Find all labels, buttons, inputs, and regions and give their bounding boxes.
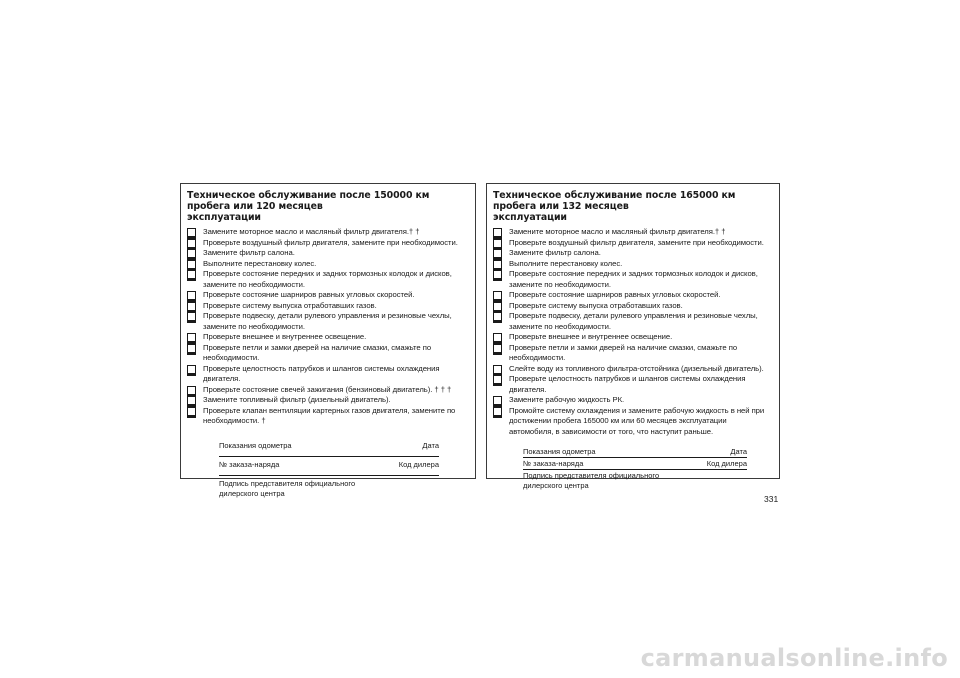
maintenance-panel-165000 [486, 183, 780, 490]
checklist-item[interactable] [493, 238, 771, 249]
checkbox[interactable] [187, 291, 196, 300]
signature-field[interactable] [219, 479, 439, 499]
checklist-item-text: Проверьте воздушный фильтр двигателя, замените при необходимости. [509, 237, 764, 247]
checklist-item[interactable] [493, 343, 771, 364]
checkbox[interactable] [493, 333, 502, 342]
signature-label-line-2: дилерского центра [523, 481, 589, 490]
checkbox[interactable] [493, 239, 502, 248]
checklist-item-text: Замените топливный фильтр (дизельный двигатель). [203, 395, 391, 404]
signature-field[interactable] [523, 471, 747, 491]
checklist-item[interactable] [493, 364, 771, 375]
panel-title [493, 190, 771, 223]
title-line-2: эксплуатации [493, 212, 567, 223]
checkbox[interactable] [493, 249, 502, 258]
checklist-item[interactable] [493, 269, 771, 290]
checklist-item[interactable] [493, 395, 771, 406]
checklist-item[interactable] [493, 290, 771, 301]
checklist-item[interactable] [187, 311, 467, 332]
checklist-item-text: Проверьте петли и замки дверей на наличие смазки, смажьте по необходимости. [509, 342, 738, 362]
checkbox[interactable] [187, 344, 196, 353]
checkbox[interactable] [493, 344, 502, 353]
checklist-item-text: Проверьте воздушный фильтр двигателя, замените при необходимости. [203, 237, 458, 247]
checkbox[interactable] [187, 228, 196, 237]
odometer-date-row[interactable] [219, 441, 439, 457]
checkbox[interactable] [187, 333, 196, 342]
checklist-item[interactable] [493, 332, 771, 343]
checklist-item[interactable] [493, 259, 771, 270]
checklist-item[interactable] [187, 364, 467, 385]
order-number-label: № заказа-наряда [523, 459, 584, 468]
signature-label-line-1: Подпись представителя официального [219, 478, 356, 488]
checklist-item-text: Выполните перестановку колес. [203, 258, 317, 268]
title-line-2: эксплуатации [187, 212, 261, 223]
checklist-item-text: Проверьте целостность патрубков и шлангов системы охлаждения двигателя. [203, 363, 440, 383]
checkbox[interactable] [493, 291, 502, 300]
page-number: 331 [764, 494, 779, 504]
date-label: Дата [730, 447, 747, 456]
checkbox[interactable] [187, 407, 196, 416]
order-dealer-row[interactable] [219, 460, 439, 476]
checkbox[interactable] [187, 260, 196, 269]
date-label: Дата [422, 440, 439, 450]
checklist-item-text: Проверьте систему выпуска отработавших газов. [203, 300, 377, 310]
dealer-code-label: Код дилера [398, 459, 439, 469]
checkbox[interactable] [187, 302, 196, 311]
checkbox[interactable] [187, 249, 196, 258]
checkbox[interactable] [187, 365, 196, 374]
checklist-item[interactable] [493, 406, 771, 438]
signature-block [523, 447, 747, 491]
checklist-item-text: Замените фильтр салона. [509, 248, 601, 257]
panel-title [187, 190, 467, 223]
checklist [493, 227, 771, 437]
dealer-code-label: Код дилера [706, 459, 747, 468]
checklist-item[interactable] [187, 332, 467, 343]
checklist-item[interactable] [493, 374, 771, 395]
checkbox[interactable] [187, 239, 196, 248]
watermark: carmanualsonline.info [640, 644, 948, 672]
checklist-item-text: Проверьте состояние шарниров равных угловых скоростей. [203, 290, 415, 299]
checkbox[interactable] [493, 375, 502, 384]
checklist-item-text: Проверьте целостность патрубков и шлангов системы охлаждения двигателя. [509, 374, 746, 394]
checkbox[interactable] [187, 270, 196, 279]
order-dealer-row[interactable] [523, 459, 747, 470]
signature-label-line-1: Подпись представителя официального [523, 471, 660, 480]
checklist-item[interactable] [187, 406, 467, 427]
checklist-item-text: Проверьте состояние шарниров равных угловых скоростей. [509, 290, 721, 299]
checklist-item-text: Замените фильтр салона. [203, 248, 295, 257]
checklist-item[interactable] [187, 395, 467, 406]
checklist-item-text: Проверьте петли и замки дверей на наличие смазки, смажьте по необходимости. [203, 342, 432, 362]
checklist-item[interactable] [187, 238, 467, 249]
checklist-item-text: Проверьте внешнее и внутреннее освещение. [203, 332, 367, 341]
checklist-item[interactable] [493, 248, 771, 259]
checklist-item-text: Проверьте внешнее и внутреннее освещение. [509, 332, 673, 341]
checklist-item[interactable] [187, 259, 467, 270]
odometer-label: Показания одометра [219, 440, 292, 450]
signature-block [219, 441, 439, 499]
checklist [187, 227, 467, 427]
checklist-item-text: Слейте воду из топливного фильтра-отстойника (дизельный двигатель). [509, 363, 764, 373]
checklist-item-text: Проверьте состояние свечей зажигания (бензиновый двигатель). † † † [203, 384, 452, 394]
checklist-item[interactable] [187, 385, 467, 396]
checkbox[interactable] [493, 270, 502, 279]
checkbox[interactable] [187, 312, 196, 321]
checkbox[interactable] [187, 386, 196, 395]
checklist-item[interactable] [187, 227, 467, 238]
checklist-item-text: Проверьте систему выпуска отработавших газов. [509, 300, 683, 310]
checklist-item[interactable] [187, 290, 467, 301]
odometer-label: Показания одометра [523, 447, 596, 456]
checklist-item[interactable] [187, 343, 467, 364]
checklist-item[interactable] [187, 269, 467, 290]
checklist-item[interactable] [187, 301, 467, 312]
checkbox[interactable] [493, 302, 502, 311]
checkbox[interactable] [493, 407, 502, 416]
title-line-1: Техническое обслуживание после 150000 км пробега или 120 месяцев [187, 190, 430, 212]
checklist-item-text: Замените моторное масло и масляный фильтр двигателя.† † [203, 227, 420, 236]
odometer-date-row[interactable] [523, 447, 747, 458]
order-number-label: № заказа-наряда [219, 459, 280, 469]
checklist-item[interactable] [493, 227, 771, 238]
maintenance-panel-150000 [180, 183, 476, 498]
checkbox[interactable] [493, 228, 502, 237]
checklist-item-text: Проверьте состояние передних и задних тормозных колодок и дисков, замените по необходимости. [203, 269, 452, 289]
checklist-item-text: Проверьте состояние передних и задних тормозных колодок и дисков, замените по необходимости. [509, 269, 758, 289]
checklist-item-text: Проверьте подвеску, детали рулевого управления и резиновые чехлы, замените по необходимости. [509, 311, 758, 331]
checklist-item-text: Замените рабочую жидкость РК. [509, 395, 625, 404]
checkbox[interactable] [187, 396, 196, 405]
checklist-item-text: Выполните перестановку колес. [509, 258, 623, 268]
checklist-item[interactable] [493, 301, 771, 312]
checkbox[interactable] [493, 396, 502, 405]
checkbox[interactable] [493, 312, 502, 321]
checklist-item-text: Проверьте подвеску, детали рулевого управления и резиновые чехлы, замените по необходимости. [203, 311, 452, 331]
title-line-1: Техническое обслуживание после 165000 км пробега или 132 месяцев [493, 190, 736, 212]
checklist-item[interactable] [493, 311, 771, 332]
checklist-item[interactable] [187, 248, 467, 259]
signature-label-line-2: дилерского центра [219, 488, 285, 498]
checklist-item-text: Промойте систему охлаждения и замените рабочую жидкость в ней при достижении пробега 165000 км или 60 месяцев эксплуатации автомобиля, в зависимости от того, что наступит раньше. [509, 405, 765, 436]
checklist-item-text: Замените моторное масло и масляный фильтр двигателя.† † [509, 227, 726, 236]
checkbox[interactable] [493, 260, 502, 269]
checkbox[interactable] [493, 365, 502, 374]
checklist-item-text: Проверьте клапан вентиляции картерных газов двигателя, замените по необходимости. † [203, 405, 456, 425]
